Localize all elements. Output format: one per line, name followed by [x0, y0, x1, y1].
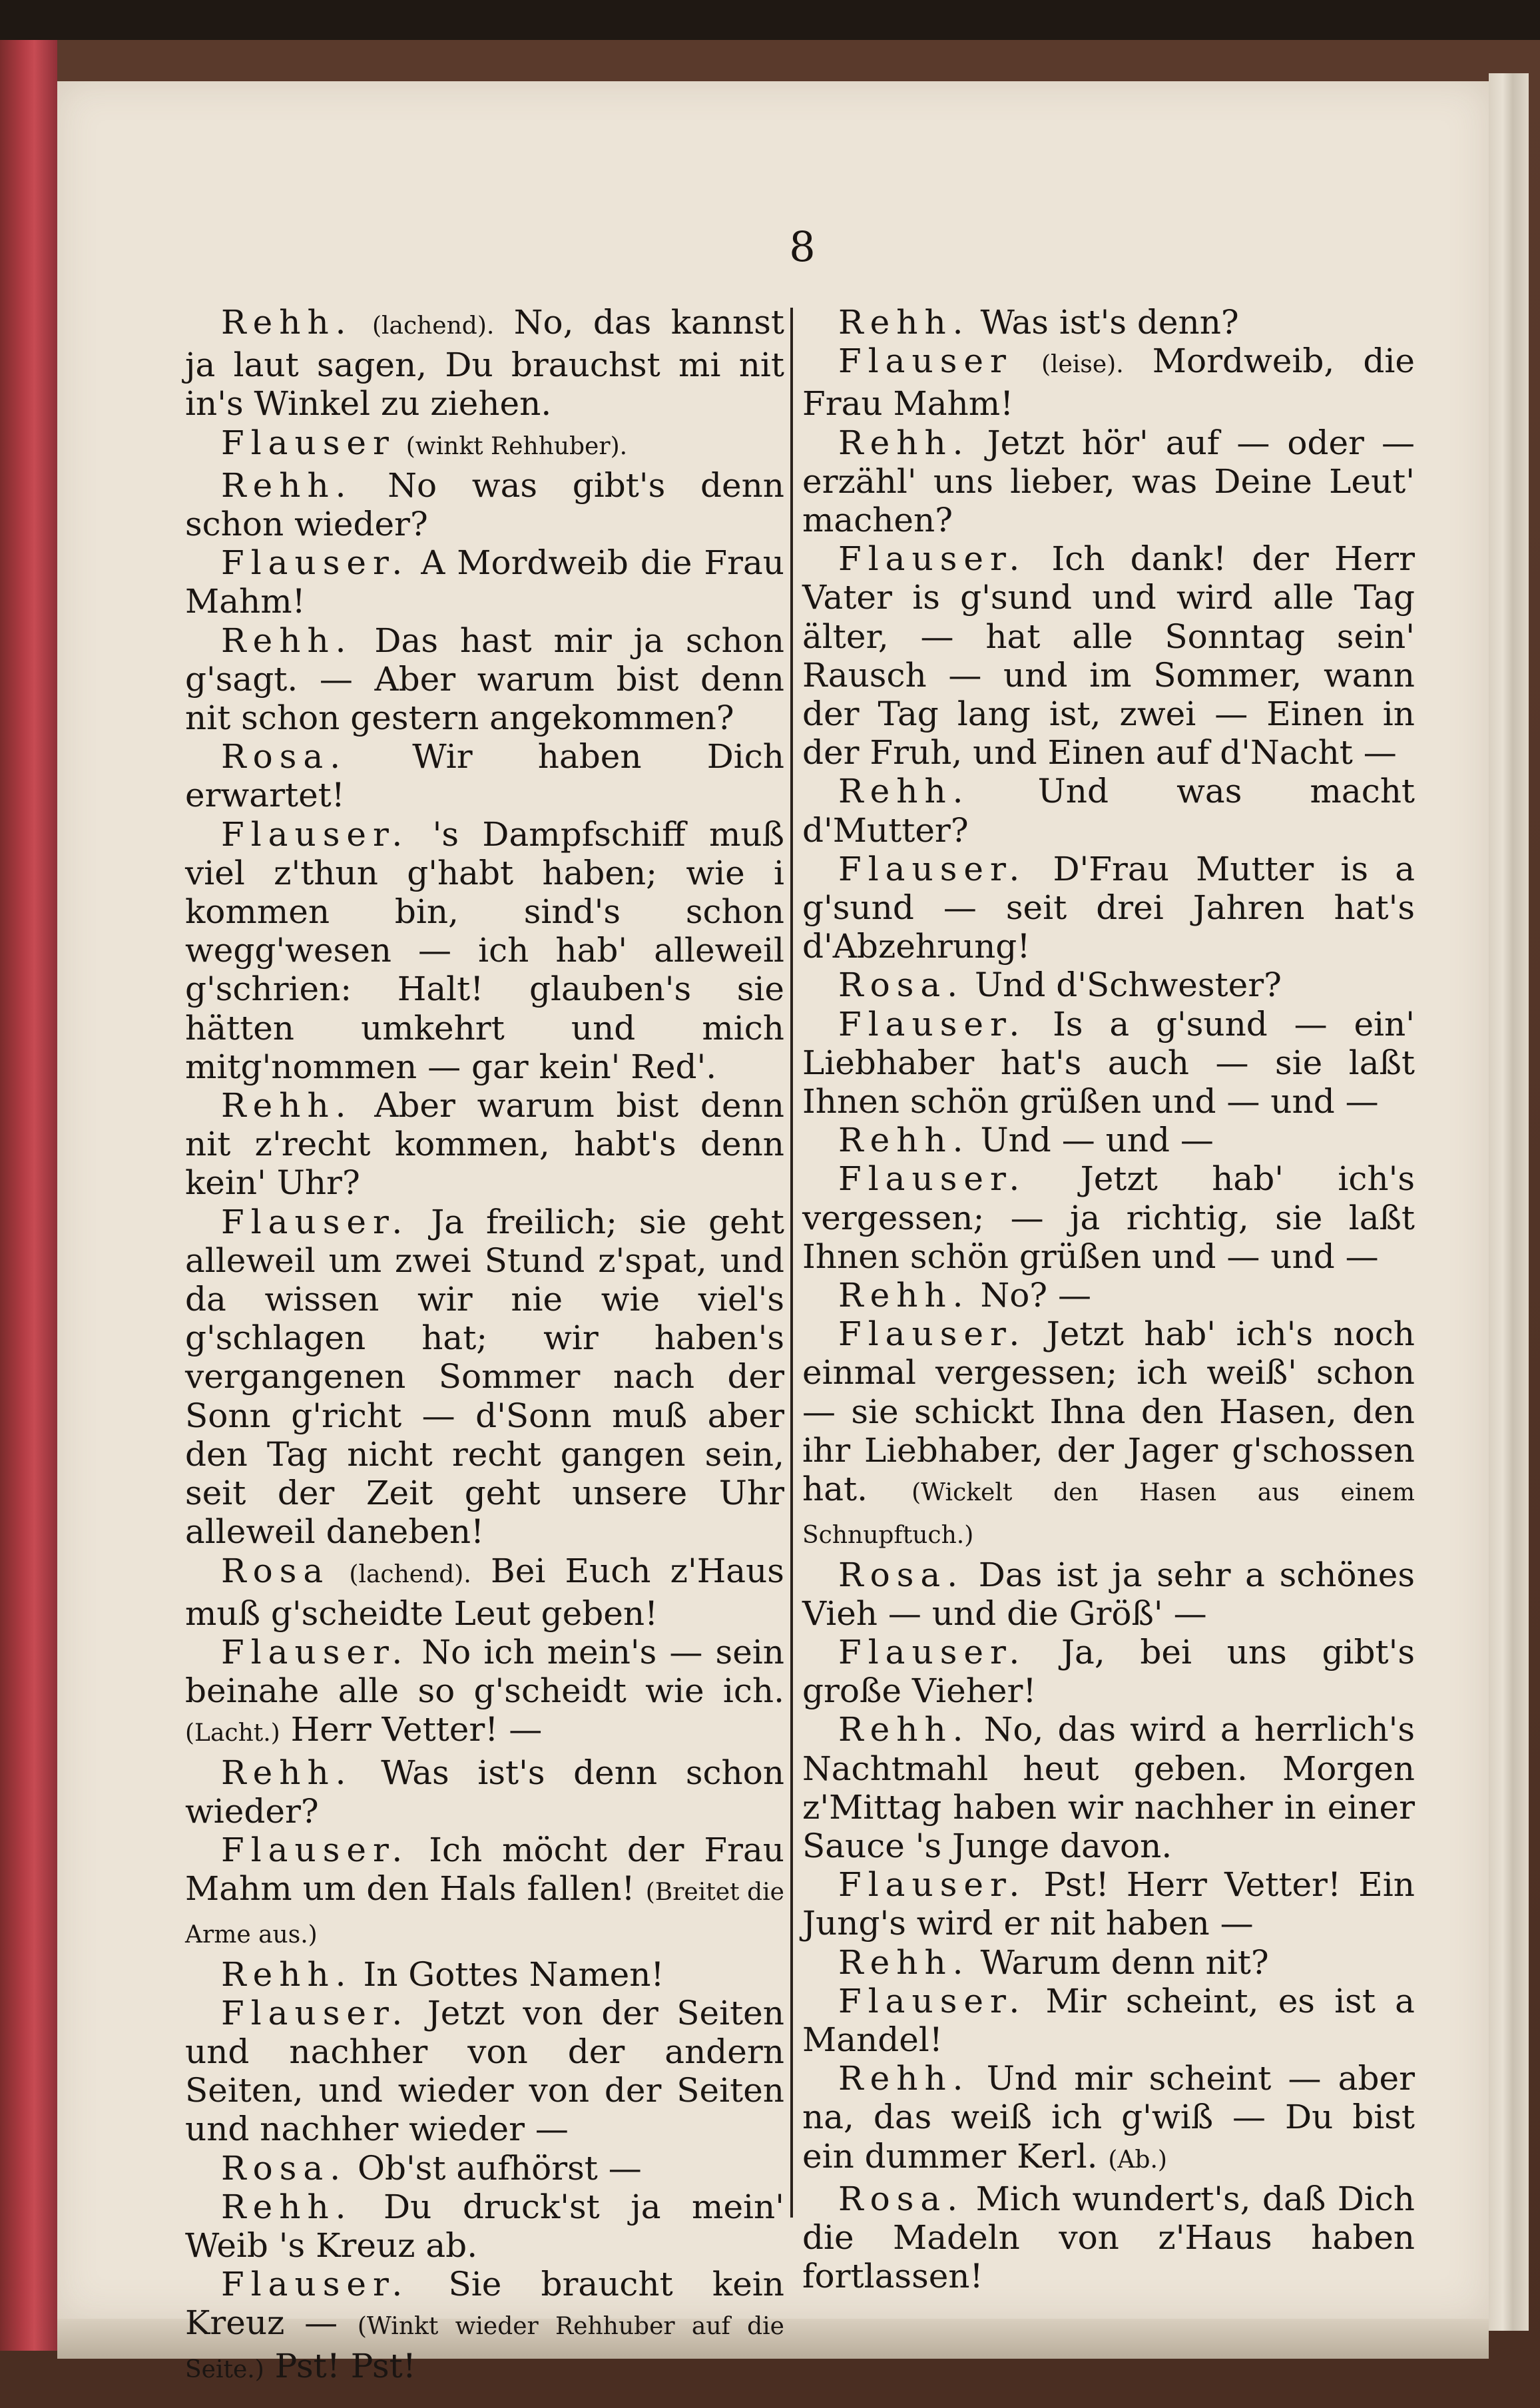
- dialogue-text: Und mir scheint — aber na, das weiß ich g'wiß — Du bist ein dummer Kerl.: [802, 2059, 1415, 2176]
- dialogue-text: Herr Vetter! —: [290, 1710, 543, 1749]
- dialogue-text: No? —: [980, 1276, 1092, 1315]
- dialogue-line: [802, 850, 1415, 966]
- dialogue-text: A Mordweib die Frau Mahm!: [185, 543, 784, 621]
- speaker-name: Flauser.: [221, 1632, 409, 1671]
- dialogue-line: [802, 1159, 1415, 1276]
- dialogue-line: [185, 2265, 784, 2389]
- dialogue-text: Ich möcht der Frau Mahm um den Hals fallen!: [185, 1830, 784, 1909]
- dialogue-text: In Gottes Namen!: [363, 1955, 664, 1994]
- dialogue-text: Bei Euch z'Haus muß g'scheidte Leut geben!: [185, 1551, 784, 1633]
- dialogue-line: [802, 1121, 1415, 1159]
- speaker-name: Flauser.: [838, 849, 1027, 888]
- dialogue-text: Aber warum bist denn nit z'recht kommen, habt's denn kein' Uhr?: [185, 1086, 784, 1203]
- dialogue-text: 's Dampfschiff muß viel z'thun g'habt haben; wie i kommen bin, sind's schon wegg'wesen — ich hab' alleweil g'schrien: Halt! glauben's sie hätten umkehrt und mich mitg'nommen — gar kein' Red'.: [185, 814, 784, 1086]
- dialogue-line: [185, 1633, 784, 1753]
- dialogue-text: Jetzt hab' ich's vergessen; — ja richtig, sie laßt Ihnen schön grüßen und — und —: [802, 1159, 1415, 1276]
- dialogue-text: Mordweib, die Frau Mahm!: [802, 342, 1415, 424]
- dialogue-text: Was ist's denn?: [980, 303, 1239, 342]
- dialogue-line: [802, 1633, 1415, 1710]
- speaker-name: Flauser.: [838, 539, 1027, 579]
- dialogue-text: Jetzt hab' ich's noch einmal vergessen; ich weiß' schon — sie schickt Ihna den Hasen, den ihr Liebhaber, der Jager g'schossen hat.: [802, 1315, 1415, 1509]
- dialogue-line: [802, 303, 1415, 342]
- dialogue-text: No, das wird a herrlich's Nachtmahl heut geben. Morgen z'Mittag haben wir nachher in einer Sauce 's Junge davon.: [802, 1710, 1415, 1865]
- dialogue-text: Das ist ja sehr a schönes Vieh — und die Größ' —: [802, 1555, 1415, 1633]
- dialogue-line: [802, 342, 1415, 423]
- book-spine-binding: [0, 40, 57, 2351]
- dialogue-line: [185, 815, 784, 1086]
- speaker-name: Rehh.: [838, 1276, 970, 1315]
- dialogue-line: [802, 772, 1415, 849]
- dialogue-line: [802, 966, 1415, 1004]
- right-column: [802, 303, 1415, 2295]
- speaker-name: Flauser: [838, 342, 1013, 381]
- speaker-name: Flauser.: [838, 1159, 1027, 1199]
- left-column: [185, 303, 784, 2389]
- speaker-name: Rehh.: [838, 1710, 970, 1749]
- dialogue-line: [185, 303, 784, 424]
- speaker-name: Rosa.: [221, 2148, 348, 2188]
- dialogue-line: [185, 1552, 784, 1633]
- dialogue-line: [802, 1982, 1415, 2059]
- speaker-name: Flauser.: [221, 543, 409, 583]
- dialogue-text: Warum denn nit?: [980, 1943, 1269, 1982]
- speaker-name: Rosa.: [838, 2179, 965, 2218]
- speaker-name: Rehh.: [838, 423, 970, 462]
- speaker-name: Flauser.: [221, 2265, 409, 2304]
- dialogue-text: No ich mein's — sein beinahe alle so g'scheidt wie ich.: [185, 1632, 784, 1711]
- speaker-name: Flauser.: [838, 1981, 1027, 2020]
- dialogue-line: [802, 539, 1415, 772]
- speaker-name: Rehh.: [221, 2187, 353, 2226]
- dialogue-line: [802, 424, 1415, 540]
- dialogue-line: [802, 1943, 1415, 1982]
- dialogue-line: [185, 424, 784, 466]
- dialogue-text: Is a g'sund — ein' Liebhaber hat's auch — sie laßt Ihnen schön grüßen und — und —: [802, 1004, 1415, 1121]
- dialogue-line: [185, 466, 784, 543]
- stage-direction: (Wickelt den Hasen aus einem Schnupftuch.): [802, 1479, 1415, 1550]
- speaker-name: Rosa: [221, 1551, 330, 1590]
- speaker-name: Flauser.: [838, 1315, 1027, 1354]
- speaker-name: Flauser.: [838, 1004, 1027, 1044]
- dialogue-text: Mich wundert's, daß Dich die Madeln von z'Haus haben fortlassen!: [802, 2179, 1415, 2296]
- dialogue-text: Jetzt hör' auf — oder — erzähl' uns lieber, was Deine Leut' machen?: [802, 423, 1415, 540]
- dialogue-text: D'Frau Mutter is a g'sund — seit drei Jahren hat's d'Abzehrung!: [802, 849, 1415, 966]
- stage-direction: (lachend).: [349, 1560, 471, 1588]
- dialogue-text: Ja freilich; sie geht alleweil um zwei Stund z'spat, und da wissen wir nie wie viel's g'schlagen hat; wir haben's vergangenen Sommer nach der Sonn g'richt — d'Sonn muß aber den Tag nicht recht gangen sein, seit der Zeit geht unsere Uhr alleweil daneben!: [185, 1202, 784, 1552]
- speaker-name: Flauser.: [221, 1830, 409, 1869]
- dialogue-line: [185, 1753, 784, 1831]
- speaker-name: Rehh.: [838, 2059, 970, 2098]
- dialogue-text: No, das kannst ja laut sagen, Du brauchst mi nit in's Winkel zu ziehen.: [185, 303, 784, 424]
- dialogue-line: [802, 2180, 1415, 2296]
- dialogue-line: [802, 1556, 1415, 1633]
- dialogue-text: Ob'st aufhörst —: [358, 2148, 642, 2188]
- speaker-name: Rehh.: [221, 621, 353, 660]
- speaker-name: Rehh.: [221, 1086, 353, 1125]
- speaker-name: Rehh.: [221, 465, 353, 505]
- speaker-name: Rehh.: [838, 303, 970, 342]
- dialogue-text: Ja, bei uns gibt's große Vieher!: [802, 1632, 1415, 1711]
- stage-direction: (Ab.): [1108, 2146, 1167, 2174]
- speaker-name: Rehh.: [838, 1121, 970, 1160]
- speaker-name: Rehh.: [221, 1753, 353, 1792]
- stage-direction: (lachend).: [372, 312, 495, 340]
- dialogue-line: [185, 1994, 784, 2149]
- dialogue-text: Und was macht d'Mutter?: [802, 772, 1415, 850]
- column-divider: [790, 308, 793, 2218]
- dialogue-line: [802, 1315, 1415, 1555]
- dialogue-text: Das hast mir ja schon g'sagt. — Aber warum bist denn nit schon gestern angekommen?: [185, 621, 784, 738]
- dialogue-line: [185, 621, 784, 738]
- dialogue-line: [802, 1005, 1415, 1121]
- speaker-name: Rehh.: [838, 772, 970, 811]
- speaker-name: Rosa.: [838, 1555, 965, 1594]
- stage-direction: (leise).: [1041, 351, 1124, 379]
- speaker-name: Rosa.: [221, 737, 348, 776]
- speaker-name: Rosa.: [838, 966, 965, 1005]
- dialogue-text: Wir haben Dich erwartet!: [185, 737, 784, 815]
- dialogue-text: Und d'Schwester?: [975, 966, 1282, 1005]
- speaker-name: Rehh.: [221, 1955, 353, 1994]
- dialogue-line: [185, 1203, 784, 1552]
- dialogue-text: Pst! Herr Vetter! Ein Jung's wird er nit haben —: [802, 1865, 1415, 1943]
- speaker-name: Flauser.: [221, 1202, 409, 1241]
- dialogue-text: No was gibt's denn schon wieder?: [185, 465, 784, 544]
- dialogue-line: [185, 1086, 784, 1203]
- speaker-name: Flauser: [221, 423, 395, 462]
- page-number: 8: [789, 222, 816, 271]
- speaker-name: Rehh.: [838, 1943, 970, 1982]
- dialogue-line: [185, 1831, 784, 1955]
- stage-direction: (Winkt wieder Rehhuber auf die Seite.): [185, 2313, 784, 2383]
- speaker-name: Flauser.: [221, 814, 409, 854]
- dialogue-line: [185, 737, 784, 814]
- stage-direction: (Breitet die Arme aus.): [185, 1879, 784, 1949]
- dialogue-text: Pst! Pst!: [274, 2346, 416, 2385]
- dialogue-text: Was ist's denn schon wieder?: [185, 1753, 784, 1831]
- dialogue-line: [802, 1710, 1415, 1865]
- dialogue-line: [185, 2149, 784, 2188]
- speaker-name: Rehh.: [221, 303, 353, 342]
- dialogue-text: Jetzt von der Seiten und nachher von der andern Seiten, und wieder von der Seiten und nachher wieder —: [185, 1993, 784, 2149]
- speaker-name: Flauser.: [838, 1865, 1027, 1905]
- dialogue-line: [802, 1865, 1415, 1943]
- speaker-name: Flauser.: [221, 1993, 409, 2032]
- speaker-name: Flauser.: [838, 1632, 1027, 1671]
- dialogue-text: Mir scheint, es ist a Mandel!: [802, 1981, 1415, 2059]
- dialogue-text: Und — und —: [980, 1121, 1214, 1160]
- dialogue-line: [802, 1276, 1415, 1315]
- stage-direction: (winkt Rehhuber).: [405, 432, 628, 460]
- page-stack-edge: [1489, 73, 1529, 2331]
- dialogue-line: [185, 2188, 784, 2265]
- dialogue-line: [802, 2059, 1415, 2180]
- stage-direction: (Lacht.): [185, 1719, 280, 1747]
- dialogue-line: [185, 1955, 784, 1994]
- dialogue-line: [185, 543, 784, 621]
- dialogue-text: Ich dank! der Herr Vater is g'sund und wird alle Tag älter, — hat alle Sonntag sein' Rausch — und im Sommer, wann der Tag lang ist, zwei — Einen in der Fruh, und Einen auf d'Nacht —: [802, 539, 1415, 772]
- dialogue-text: Sie braucht kein Kreuz —: [185, 2265, 784, 2343]
- dialogue-text: Du druck'st ja mein' Weib 's Kreuz ab.: [185, 2187, 784, 2265]
